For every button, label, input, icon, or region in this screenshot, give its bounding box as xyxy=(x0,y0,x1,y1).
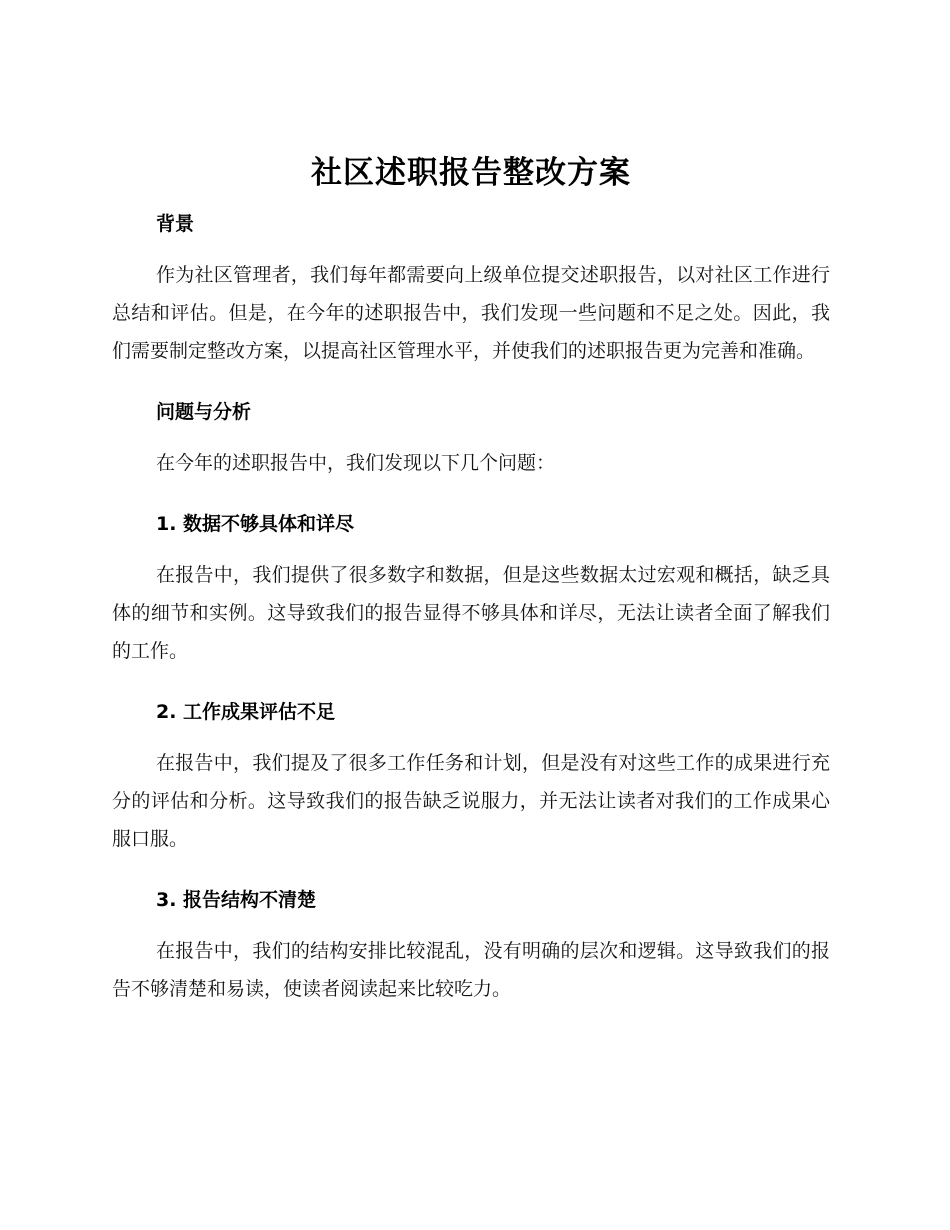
spacer xyxy=(112,536,830,556)
section-paragraph-issue-3: 在报告中，我们的结构安排比较混乱，没有明确的层次和逻辑。这导致我们的报告不够清楚和易读，使读者阅读起来比较吃力。 xyxy=(112,940,830,1000)
spacer xyxy=(112,370,830,400)
section-paragraph-background: 作为社区管理者，我们每年都需要向上级单位提交述职报告，以对社区工作进行总结和评估。但是，在今年的述职报告中，我们发现一些问题和不足之处。因此，我们需要制定整改方案，以提高社区管理水平，并使我们的述职报告更为完善和准确。 xyxy=(112,264,830,362)
spacer xyxy=(112,724,830,744)
section-paragraph-issue-1: 在报告中，我们提供了很多数字和数据，但是这些数据太过宏观和概括，缺乏具体的细节和实例。这导致我们的报告显得不够具体和详尽，无法让读者全面了解我们的工作。 xyxy=(112,564,830,662)
spacer xyxy=(112,482,830,512)
document-title: 社区述职报告整改方案 xyxy=(311,155,631,191)
section-heading-background: 背景 xyxy=(156,213,195,235)
section-paragraph-problems: 在今年的述职报告中，我们发现以下几个问题： xyxy=(156,452,556,474)
spacer xyxy=(112,670,830,700)
section-heading-problems: 问题与分析 xyxy=(156,401,252,423)
spacer xyxy=(112,236,830,256)
spacer xyxy=(112,424,830,444)
section-heading-issue-2: 2. 工作成果评估不足 xyxy=(156,701,336,723)
section-heading-issue-1: 1. 数据不够具体和详尽 xyxy=(156,513,355,535)
section-heading-issue-3: 3. 报告结构不清楚 xyxy=(156,889,317,911)
spacer xyxy=(112,912,830,932)
section-paragraph-issue-2: 在报告中，我们提及了很多工作任务和计划，但是没有对这些工作的成果进行充分的评估和分析。这导致我们的报告缺乏说服力，并无法让读者对我们的工作成果心服口服。 xyxy=(112,752,830,850)
spacer xyxy=(112,858,830,888)
